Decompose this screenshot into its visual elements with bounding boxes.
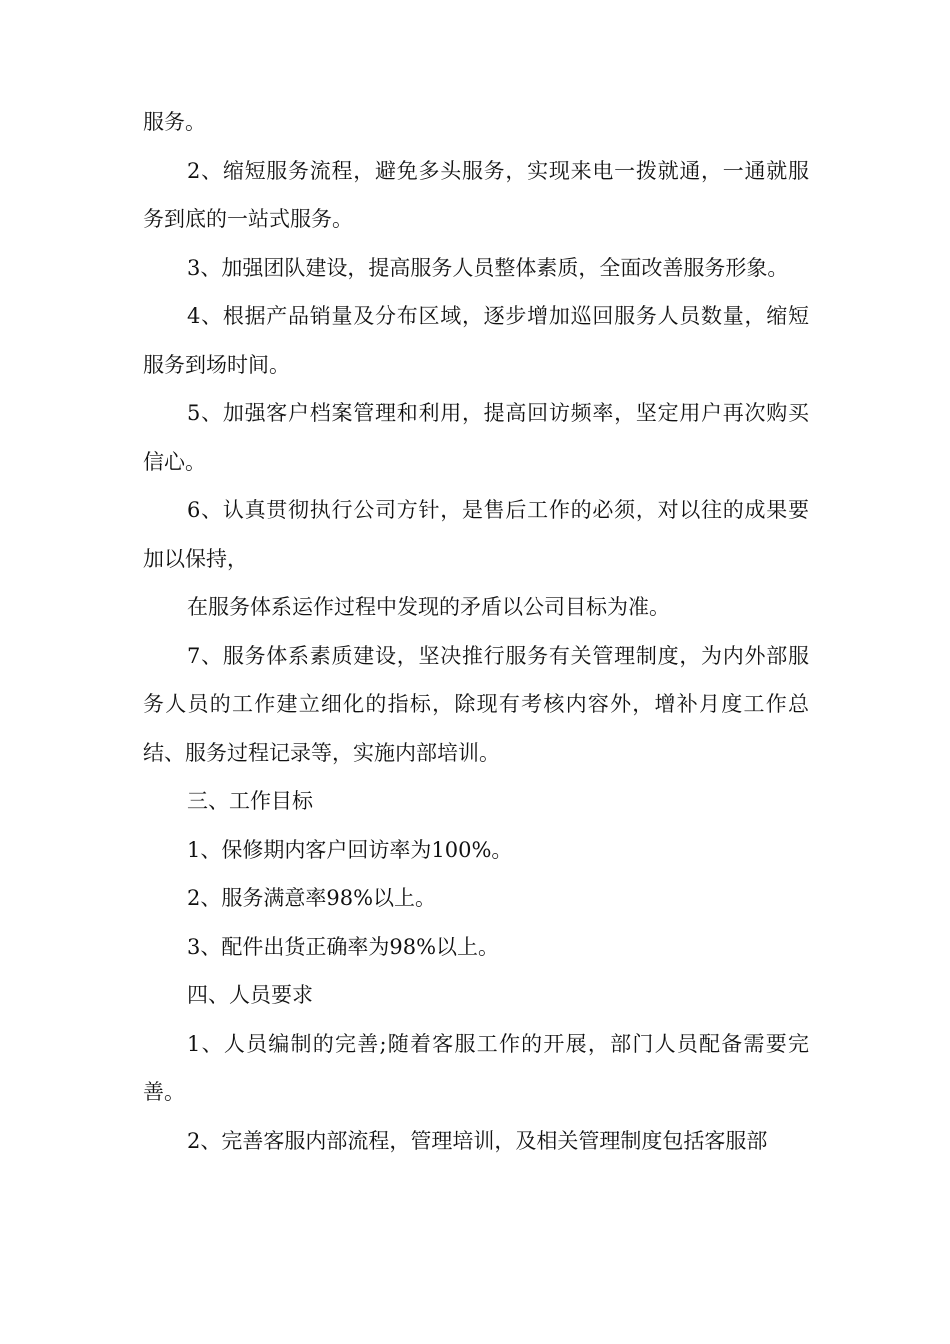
paragraph: 6、认真贯彻执行公司方针，是售后工作的必须，对以往的成果要加以保持， — [143, 498, 809, 571]
paragraph: 3、配件出货正确率为98%以上。 — [187, 934, 500, 959]
paragraph: 2、缩短服务流程，避免多头服务，实现来电一拨就通，一通就服务到底的一站式服务。 — [143, 158, 809, 231]
section-heading: 三、工作目标 — [187, 789, 313, 813]
section-heading: 四、人员要求 — [187, 983, 313, 1007]
document-body — [143, 98, 809, 1165]
paragraph: 在服务体系运作过程中发现的矛盾以公司目标为准。 — [187, 595, 670, 619]
paragraph: 4、根据产品销量及分布区域，逐步增加巡回服务人员数量，缩短服务到场时间。 — [143, 304, 809, 377]
paragraph: 1、人员编制的完善;随着客服工作的开展，部门人员配备需要完善。 — [143, 1031, 809, 1104]
paragraph: 2、服务满意率98%以上。 — [187, 886, 437, 910]
paragraph: 3、加强团队建设，提高服务人员整体素质，全面改善服务形象。 — [187, 255, 789, 280]
paragraph: 服务。 — [143, 110, 206, 134]
paragraph: 1、保修期内客户回访率为100%。 — [187, 837, 513, 862]
paragraph: 5、加强客户档案管理和利用，提高回访频率，坚定用户再次购买信心。 — [143, 401, 809, 474]
paragraph: 7、服务体系素质建设，坚决推行服务有关管理制度，为内外部服务人员的工作建立细化的指标，除现有考核内容外，增补月度工作总结、服务过程记录等，实施内部培训。 — [143, 643, 809, 765]
paragraph: 2、完善客服内部流程，管理培训，及相关管理制度包括客服部 — [187, 1128, 768, 1153]
